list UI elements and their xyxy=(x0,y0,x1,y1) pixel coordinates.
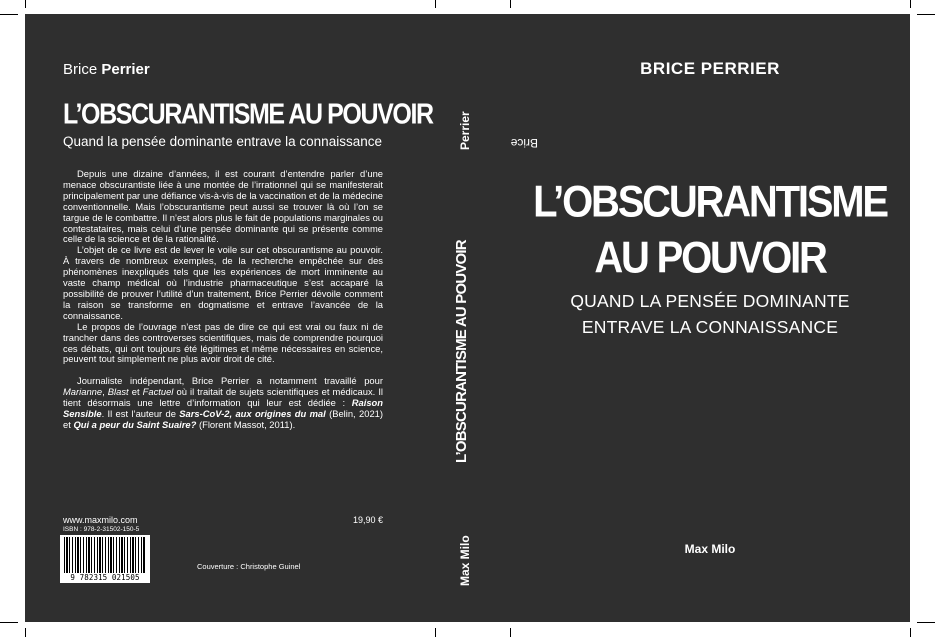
barcode-digits: 9 782315 021505 xyxy=(70,573,140,582)
barcode xyxy=(60,535,150,583)
back-blurb xyxy=(63,169,383,431)
isbn: ISBN : 978-2-31502-150-5 xyxy=(63,526,140,533)
crop-mark xyxy=(510,0,511,8)
crop-mark xyxy=(910,0,911,8)
front-author: BRICE PERRIER xyxy=(640,59,780,78)
back-title: L’OBSCURANTISME AU POUVOIR xyxy=(63,98,433,131)
crop-mark xyxy=(435,628,436,637)
back-author: Brice Perrier xyxy=(63,61,150,78)
back-subtitle: Quand la pensée dominante entrave la connaissance xyxy=(63,134,382,149)
crop-mark xyxy=(510,628,511,637)
blurb-paragraph: Le propos de l’ouvrage n’est pas de dire ce qui est vrai ou faux ni de trancher dans des controverses scientifiques, mais de comprendre pourquoi ces débats, qui ont toujours été légitimes et même nécessaires en science, peuvent tout simplement ne plus avoir droit de cité. xyxy=(63,320,383,365)
back-cover xyxy=(25,14,435,622)
crop-mark xyxy=(0,622,18,623)
cover-credit: Couverture : Christophe Guinel xyxy=(197,562,301,571)
crop-mark xyxy=(435,0,436,8)
blurb-paragraph: L’objet de ce livre est de lever le voile sur cet obscurantisme au pouvoir. À travers de nombreux exemples, de la recherche empêchée sur des phénomènes inexpliqués tels que les expériences de mort imminente au vaste champ médical où l’industrie pharmaceutique s’est accaparé la possibilité de prouver l’utilité d’un traitement, Brice Perrier dévoile comment la raison se transforme en dogmatisme et entrave l’avancée de la connaissance. xyxy=(63,244,383,321)
crop-mark xyxy=(25,0,26,8)
website-url: www.maxmilo.com xyxy=(63,515,138,525)
front-subtitle-line: QUAND LA PENSÉE DOMINANTE xyxy=(570,291,850,311)
blurb-paragraph: Depuis une dizaine d’années, il est courant d’entendre parler d’une menace obscurantiste liée à une montée de l’irrationnel qui se manifesterait principalement par une défiance vis-à-vis de la vaccination et de la médecine conventionnelle. Mais l’obscurantisme peut aussi se trouver là où l’on se targue de le combattre. Il n’est alors plus le fait de populations marginales ou contestataires, mais celui d’une pensée dominante qui se présente comme celle de la science et de la rationalité. xyxy=(63,168,383,245)
crop-mark xyxy=(0,14,18,15)
front-subtitle-line: ENTRAVE LA CONNAISSANCE xyxy=(581,317,839,337)
crop-mark xyxy=(917,622,935,623)
front-title xyxy=(510,174,910,286)
price: 19,90 € xyxy=(353,515,384,525)
crop-mark xyxy=(917,14,935,15)
crop-mark xyxy=(910,628,911,637)
spine-publisher: Max Milo xyxy=(458,535,472,586)
front-cover xyxy=(510,14,910,622)
front-publisher: Max Milo xyxy=(684,542,736,556)
author-bio: Journaliste indépendant, Brice Perrier a notamment travaillé pour Marianne, Blast et Factuel où il traitait de sujets scientifiques et médicaux. Il tient désormais une lettre d’information qui leur est dédiée : Raison Sensible. Il est l’auteur de Sars-CoV-2, aux origines du mal (Belin, 2021) et Qui a peur du Saint Suaire? (Florent Massot, 2011). xyxy=(63,375,384,430)
book-cover xyxy=(25,14,910,622)
front-subtitle xyxy=(510,288,910,340)
front-title-line: AU POUVOIR xyxy=(594,233,826,283)
crop-mark xyxy=(25,628,26,637)
spine-title: L’OBSCURANTISME AU POUVOIR xyxy=(453,240,470,463)
barcode-bars xyxy=(64,537,146,573)
front-title-line: L’OBSCURANTISME xyxy=(533,177,887,227)
spine-author: Brice Perrier xyxy=(458,111,538,150)
